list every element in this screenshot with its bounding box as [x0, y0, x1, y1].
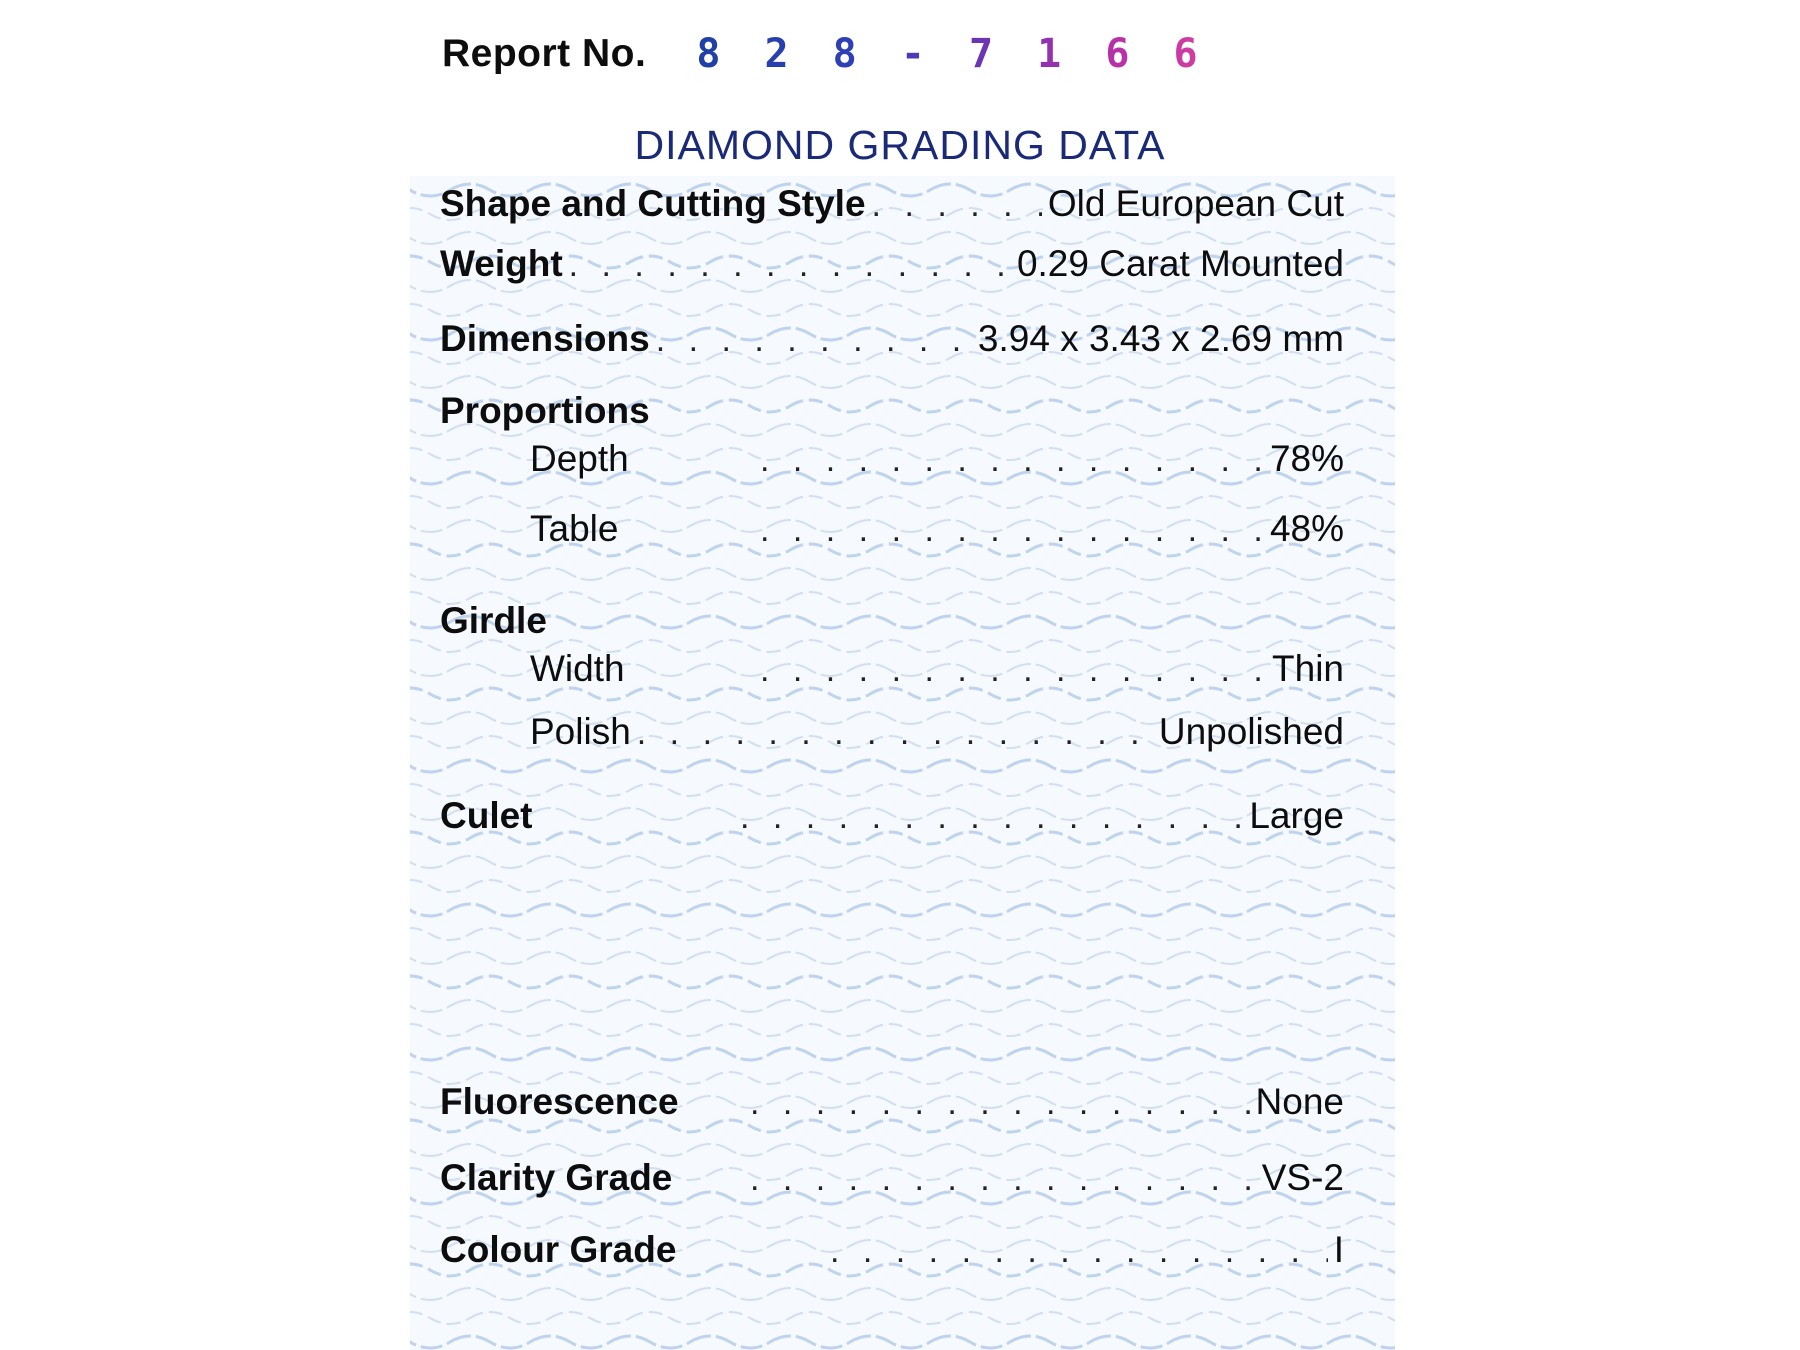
girdle-width-value: Thin — [1272, 648, 1344, 689]
report-number-label: Report No. — [442, 32, 647, 75]
pattern-wave-line — [410, 1000, 1395, 1012]
clarity-row — [440, 1157, 1344, 1205]
pattern-wave-line — [410, 856, 1395, 868]
depth-row — [530, 438, 1344, 486]
table-value: 48% — [1269, 508, 1344, 549]
shape-row — [440, 183, 1344, 231]
shape-leader — [872, 186, 1042, 225]
pattern-wave-line — [410, 616, 1395, 628]
girdle-width-label: Width — [530, 648, 625, 689]
girdle-polish-label: Polish — [530, 711, 631, 752]
fluorescence-leader — [750, 1084, 1250, 1123]
table-leader — [760, 511, 1264, 550]
culet-label: Culet — [440, 795, 533, 836]
weight-value: 0.29 Carat Mounted — [1016, 243, 1344, 284]
pattern-wave-line — [410, 1144, 1395, 1156]
colour-value: I — [1333, 1229, 1344, 1270]
pattern-wave-line — [410, 760, 1395, 772]
pattern-wave-line — [410, 568, 1395, 580]
pattern-wave-line — [410, 496, 1395, 508]
pattern-wave-line — [410, 904, 1395, 916]
colour-row — [440, 1229, 1344, 1277]
proportions-heading: Proportions — [440, 390, 650, 431]
pattern-wave-line — [410, 952, 1395, 964]
fluorescence-row — [440, 1081, 1344, 1129]
girdle-heading: Girdle — [440, 600, 547, 641]
table-row — [530, 508, 1344, 556]
girdle-polish-leader — [637, 714, 1153, 753]
pattern-wave-line — [410, 304, 1395, 316]
shape-label: Shape and Cutting Style — [440, 183, 866, 224]
pattern-wave-line — [410, 1216, 1395, 1228]
pattern-wave-line — [410, 1336, 1395, 1348]
pattern-wave-line — [410, 1048, 1395, 1060]
fluorescence-label: Fluorescence — [440, 1081, 679, 1122]
depth-value: 78% — [1269, 438, 1344, 479]
fluorescence-value: None — [1255, 1081, 1344, 1122]
girdle-width-leader — [760, 651, 1266, 690]
culet-row — [440, 795, 1344, 843]
document-title: DIAMOND GRADING DATA — [634, 122, 1166, 168]
colour-leader — [830, 1232, 1328, 1271]
pattern-wave-line — [410, 976, 1395, 988]
depth-label: Depth — [530, 438, 629, 479]
pattern-wave-line — [410, 376, 1395, 388]
colour-label: Colour Grade — [440, 1229, 677, 1270]
weight-label: Weight — [440, 243, 563, 284]
clarity-leader — [750, 1160, 1256, 1199]
weight-row — [440, 243, 1344, 291]
girdle-width-row — [530, 648, 1344, 696]
weight-leader — [569, 246, 1011, 285]
pattern-wave-line — [410, 1312, 1395, 1324]
culet-value: Large — [1249, 795, 1344, 836]
girdle-polish-value: Unpolished — [1158, 711, 1344, 752]
dimensions-row — [440, 318, 1344, 366]
clarity-value: VS-2 — [1261, 1157, 1344, 1198]
pattern-wave-line — [410, 928, 1395, 940]
pattern-wave-line — [410, 592, 1395, 604]
shape-value: Old European Cut — [1047, 183, 1344, 224]
pattern-wave-line — [410, 880, 1395, 892]
dimensions-label: Dimensions — [440, 318, 650, 359]
table-label: Table — [530, 508, 619, 549]
dimensions-value: 3.94 x 3.43 x 2.69 mm — [977, 318, 1344, 359]
clarity-label: Clarity Grade — [440, 1157, 673, 1198]
depth-leader — [760, 441, 1264, 480]
report-number: 8 2 8 - 7 1 6 6 — [696, 31, 1208, 77]
pattern-wave-line — [410, 1024, 1395, 1036]
culet-leader — [740, 798, 1243, 837]
pattern-wave-line — [410, 1288, 1395, 1300]
report-header — [442, 28, 1208, 80]
girdle-polish-row — [530, 711, 1344, 759]
dimensions-leader — [656, 321, 972, 360]
